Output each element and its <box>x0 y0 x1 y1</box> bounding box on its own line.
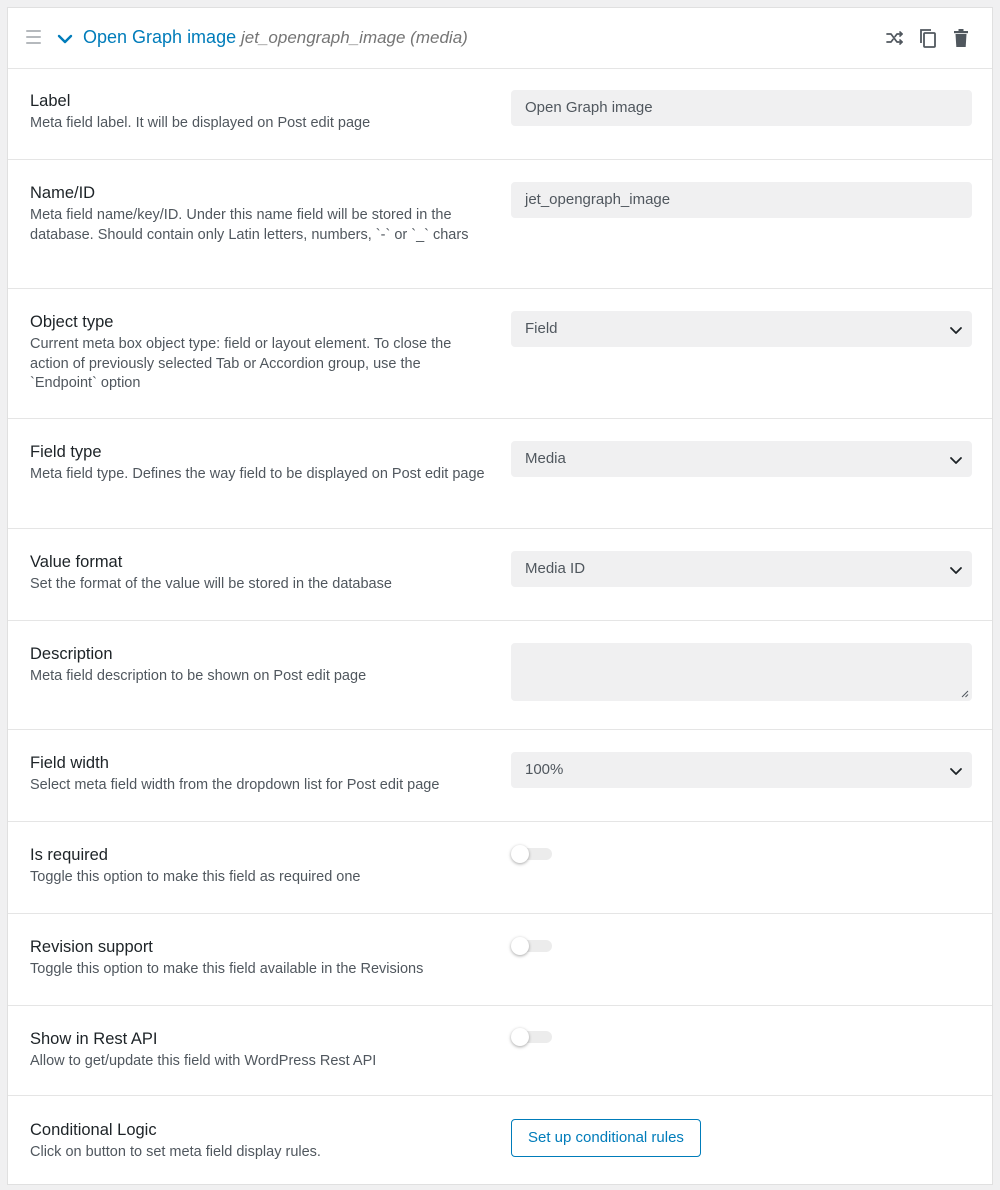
drag-handle-icon[interactable] <box>26 30 41 44</box>
value-format-value: Media ID <box>525 560 586 577</box>
label-title: Label <box>30 92 71 110</box>
chevron-down-icon[interactable] <box>56 30 74 48</box>
field-title[interactable]: Open Graph image <box>83 27 237 47</box>
object-type-title: Object type <box>30 313 114 331</box>
field-type-value: Media <box>525 450 566 467</box>
field-type-description: Meta field type. Defines the way field to be displayed on Post edit page <box>30 466 485 482</box>
field-type-select[interactable] <box>511 441 972 477</box>
field-slug-type: jet_opengraph_image (media) <box>241 28 468 47</box>
copy-icon[interactable] <box>917 27 939 49</box>
value-format-title: Value format <box>30 553 123 571</box>
is-required-toggle[interactable] <box>511 845 552 863</box>
row-show-in-rest-api <box>8 1006 992 1096</box>
show-in-rest-toggle[interactable] <box>511 1028 552 1046</box>
object-type-select[interactable] <box>511 311 972 347</box>
object-type-description: Current meta box object type: field or layout element. To close the action of previously selected Tab or Accordion group, use the `Endpoint` option <box>30 336 452 391</box>
chevron-down-icon <box>948 763 964 779</box>
field-type-title: Field type <box>30 443 102 461</box>
name-id-title: Name/ID <box>30 184 96 202</box>
row-label <box>8 68 992 160</box>
is-required-title: Is required <box>30 846 108 864</box>
name-id-description: Meta field name/key/ID. Under this name field will be stored in the database. Should contain only Latin letters, numbers, `-` or `_` chars <box>30 207 469 243</box>
set-up-conditional-rules-button[interactable]: Set up conditional rules <box>511 1119 701 1157</box>
object-type-value: Field <box>525 320 558 337</box>
row-name-id <box>8 160 992 289</box>
row-value-format <box>8 529 992 621</box>
label-description: Meta field label. It will be displayed on Post edit page <box>30 115 371 131</box>
row-is-required <box>8 822 992 914</box>
description-textarea[interactable] <box>511 643 972 701</box>
name-id-input[interactable]: jet_opengraph_image <box>511 182 972 218</box>
chevron-down-icon <box>948 322 964 338</box>
field-width-title: Field width <box>30 754 109 772</box>
toggle-knob <box>511 937 529 955</box>
row-description <box>8 621 992 730</box>
description-title: Description <box>30 645 113 663</box>
field-width-select[interactable] <box>511 752 972 788</box>
shuffle-icon[interactable] <box>884 27 906 49</box>
resize-handle-icon[interactable] <box>960 689 969 698</box>
toggle-knob <box>511 845 529 863</box>
toggle-knob <box>511 1028 529 1046</box>
meta-field-panel <box>7 7 993 1185</box>
row-field-type <box>8 419 992 529</box>
field-width-description: Select meta field width from the dropdown list for Post edit page <box>30 777 440 793</box>
row-field-width <box>8 730 992 822</box>
revision-support-description: Toggle this option to make this field available in the Revisions <box>30 961 424 977</box>
field-width-value: 100% <box>525 761 564 778</box>
chevron-down-icon <box>948 452 964 468</box>
revision-support-toggle[interactable] <box>511 937 552 955</box>
row-object-type <box>8 289 992 419</box>
conditional-logic-description: Click on button to set meta field display rules. <box>30 1144 321 1160</box>
row-revision-support <box>8 914 992 1006</box>
show-in-rest-title: Show in Rest API <box>30 1030 158 1048</box>
trash-icon[interactable] <box>950 27 972 49</box>
revision-support-title: Revision support <box>30 938 153 956</box>
value-format-description: Set the format of the value will be stored in the database <box>30 576 392 592</box>
label-input[interactable]: Open Graph image <box>511 90 972 126</box>
show-in-rest-description: Allow to get/update this field with WordPress Rest API <box>30 1053 377 1069</box>
chevron-down-icon <box>948 562 964 578</box>
value-format-select[interactable] <box>511 551 972 587</box>
row-conditional-logic <box>8 1096 992 1184</box>
description-description: Meta field description to be shown on Post edit page <box>30 668 367 684</box>
field-header <box>8 8 992 69</box>
conditional-logic-title: Conditional Logic <box>30 1121 157 1139</box>
is-required-description: Toggle this option to make this field as required one <box>30 869 361 885</box>
